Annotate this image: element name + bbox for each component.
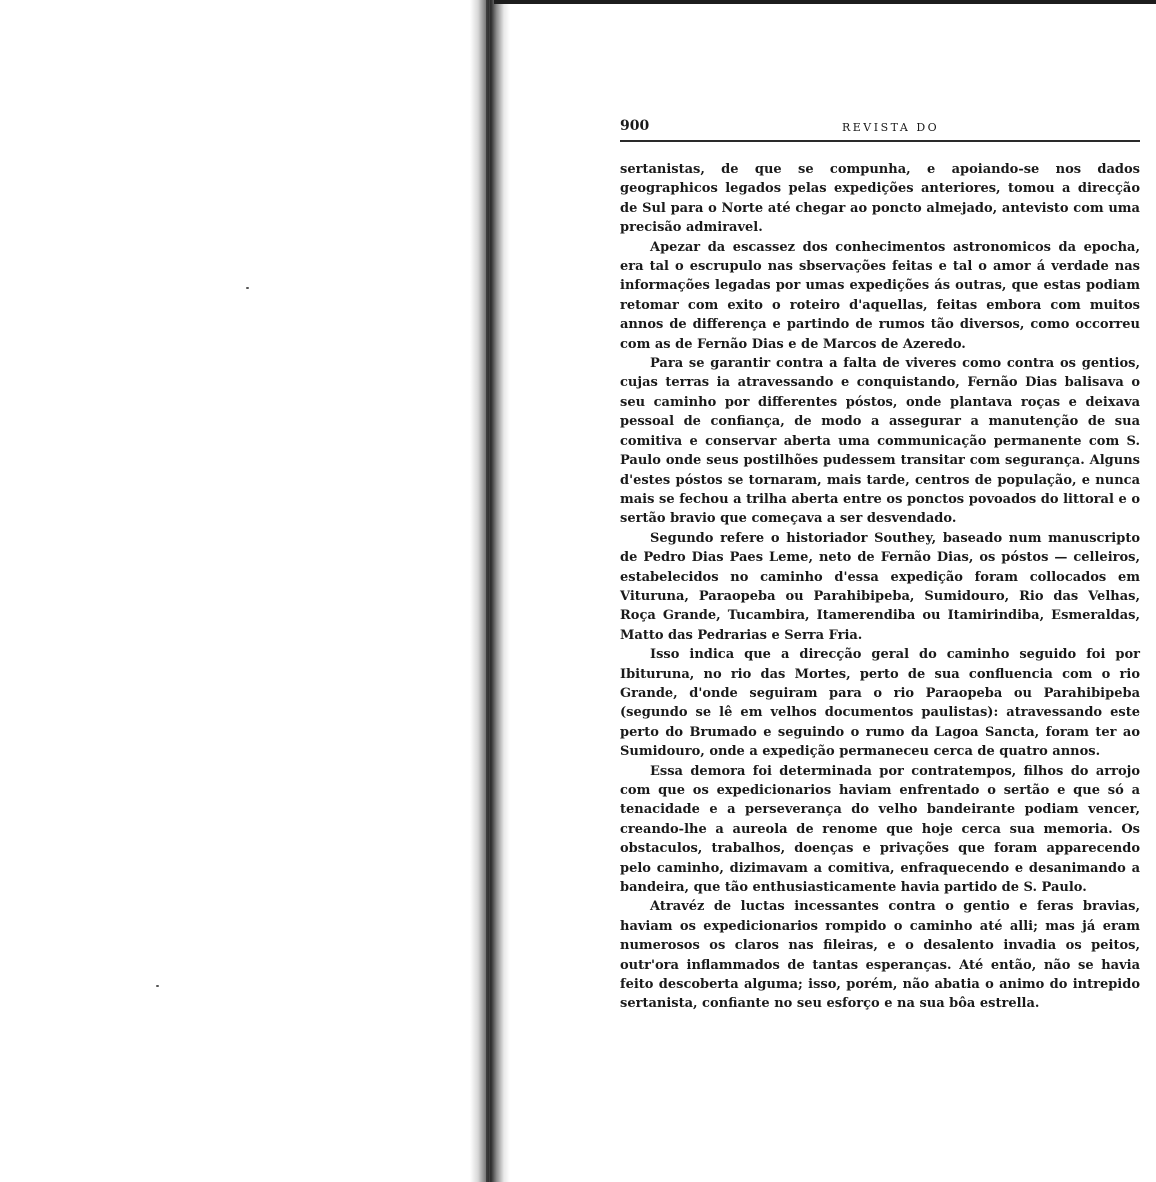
- left-blank-page: [0, 0, 470, 1182]
- book-spine-edge: [486, 0, 489, 1182]
- body-text: [620, 160, 1140, 1014]
- running-head: REVISTA DO: [842, 121, 940, 134]
- page-number: 900: [620, 118, 650, 134]
- paper-speck: [246, 287, 249, 289]
- right-text-page: [512, 0, 1156, 1182]
- paragraph: Isso indica que a direcção geral do caminho seguido foi por Ibituruna, no rio das Mortes, perto de sua confluencia com o rio Grande, d'onde seguiram para o rio Paraopeba ou Parahibipeba (segundo se lê em velhos documentos paulistas): atravessando este perto do Brumado e seguindo o rumo da Lagoa Sancta, foram ter ao Sumidouro, onde a expedição permaneceu cerca de quatro annos.: [620, 647, 1140, 760]
- paper-speck: [156, 985, 159, 987]
- header-rule: [620, 140, 1140, 142]
- paragraph: Atravéz de luctas incessantes contra o gentio e feras bravias, haviam os expedicionarios rompido o caminho até alli; mas já eram numerosos os claros nas fileiras, e o desalento invadia os peitos, outr'ora inflammados de tantas esperanças. Até então, não se havia feito descoberta alguma; isso, porém, não abatia o animo do intrepido sertanista, confiante no seu esforço e na sua bôa estrella.: [620, 899, 1140, 1012]
- paragraph: Para se garantir contra a falta de viveres como contra os gentios, cujas terras ia atravessando e conquistando, Fernão Dias balisava o seu caminho por differentes póstos, onde plantava roças e deixava pessoal de confiança, de modo a assegurar a manutenção de sua comitiva e conservar aberta uma communicação permanente com S. Paulo onde seus postilhões pudessem transitar com segurança. Alguns d'estes póstos se tornaram, mais tarde, centros de população, e nunca mais se fechou a trilha aberta entre os ponctos povoados do littoral e o sertão bravio que começava a ser desvendado.: [620, 356, 1140, 527]
- paragraph: Segundo refere o historiador Southey, baseado num manuscripto de Pedro Dias Paes Leme, neto de Fernão Dias, os póstos — celleiros, estabelecidos no caminho d'essa expedição foram collocados em Vituruna, Paraopeba ou Parahibipeba, Sumidouro, Rio das Velhas, Roça Grande, Tucambira, Itamerendiba ou Itamirindiba, Esmeraldas, Matto das Pedrarias e Serra Fria.: [620, 530, 1140, 643]
- book-spine-shadow: [470, 0, 510, 1182]
- paragraph: Essa demora foi determinada por contratempos, filhos do arrojo com que os expedicionarios haviam enfrentado o sertão e que só a tenacidade e a perseverança do velho bandeirante podiam vencer, creando-lhe a aureola de renome que hoje cerca sua memoria. Os obstaculos, trabalhos, doenças e privações que foram apparecendo pelo caminho, dizimavam a comitiva, enfraquecendo e desanimando a bandeira, que tão enthusiasticamente havia partido de S. Paulo.: [620, 763, 1140, 896]
- page-header: [620, 115, 1140, 139]
- paragraph: Apezar da escassez dos conhecimentos astronomicos da epocha, era tal o escrupulo nas sbservações feitas e tal o amor á verdade nas informações legadas por umas expedições ás outras, que estas podiam retomar com exito o roteiro d'aquellas, feitas embora com muitos annos de differença e partindo de rumos tão diversos, como occorreu com as de Fernão Dias e de Marcos de Azeredo.: [620, 239, 1140, 352]
- paragraph: sertanistas, de que se compunha, e apoiando-se nos dados geographicos legados pelas expedições anteriores, tomou a direcção de Sul para o Norte até chegar ao poncto almejado, antevisto com uma precisão admiravel.: [620, 162, 1140, 236]
